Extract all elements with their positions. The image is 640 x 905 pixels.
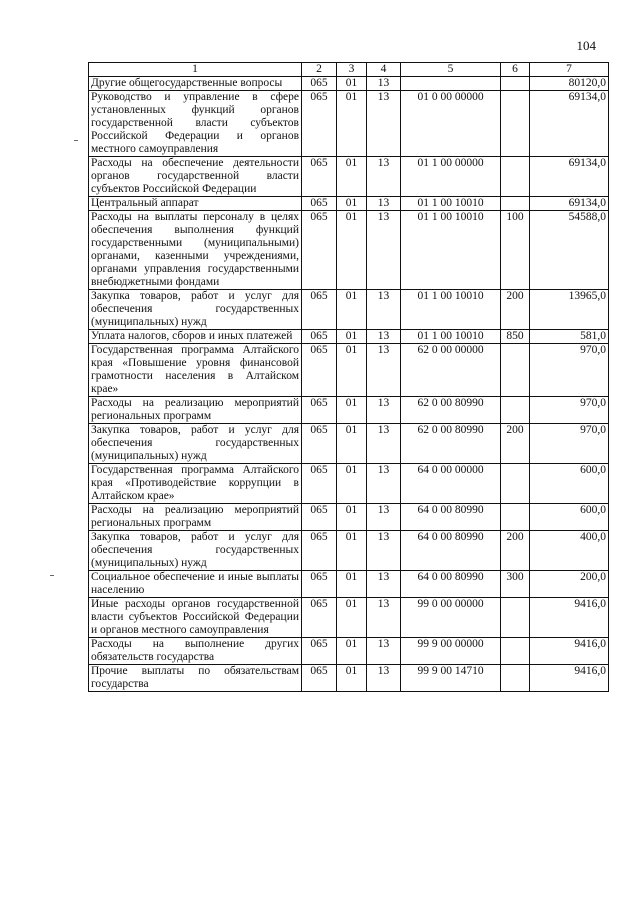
row-cell-c4: 13 xyxy=(367,91,401,157)
row-cell-c7: 970,0 xyxy=(530,397,609,424)
table-row xyxy=(89,598,609,638)
row-cell-c2: 065 xyxy=(302,344,337,397)
row-cell-c7: 54588,0 xyxy=(530,211,609,290)
row-cell-c3: 01 xyxy=(337,397,367,424)
row-cell-c2: 065 xyxy=(302,571,337,598)
row-cell-c3: 01 xyxy=(337,91,367,157)
row-cell-c3: 01 xyxy=(337,290,367,330)
row-cell-c4: 13 xyxy=(367,598,401,638)
header-col-7: 7 xyxy=(530,63,609,77)
row-cell-c4: 13 xyxy=(367,571,401,598)
row-cell-c4: 13 xyxy=(367,290,401,330)
row-cell-c6 xyxy=(501,397,530,424)
row-cell-c2: 065 xyxy=(302,77,337,91)
table-row xyxy=(89,330,609,344)
row-name-cell: Прочие выплаты по обязательствам государства xyxy=(89,665,302,692)
row-cell-c5: 62 0 00 00000 xyxy=(401,344,501,397)
row-cell-c3: 01 xyxy=(337,211,367,290)
table-row xyxy=(89,638,609,665)
row-cell-c6: 200 xyxy=(501,424,530,464)
row-cell-c7: 69134,0 xyxy=(530,91,609,157)
row-cell-c3: 01 xyxy=(337,344,367,397)
row-cell-c5: 01 1 00 10010 xyxy=(401,330,501,344)
row-cell-c2: 065 xyxy=(302,424,337,464)
row-cell-c3: 01 xyxy=(337,598,367,638)
row-name-cell: Расходы на выполнение других обязательств государства xyxy=(89,638,302,665)
row-cell-c2: 065 xyxy=(302,638,337,665)
row-cell-c6 xyxy=(501,598,530,638)
header-col-1: 1 xyxy=(89,63,302,77)
row-name-cell: Уплата налогов, сборов и иных платежей xyxy=(89,330,302,344)
table-row xyxy=(89,665,609,692)
row-cell-c6 xyxy=(501,77,530,91)
row-cell-c2: 065 xyxy=(302,211,337,290)
row-cell-c5: 01 1 00 00000 xyxy=(401,157,501,197)
row-cell-c5: 99 9 00 00000 xyxy=(401,638,501,665)
header-col-3: 3 xyxy=(337,63,367,77)
row-cell-c6 xyxy=(501,665,530,692)
row-cell-c2: 065 xyxy=(302,91,337,157)
row-name-cell: Расходы на выплаты персоналу в целях обеспечения выполнения функций государственными (муниципальными) органами, казенными учреждениями, органами управления государственными внебюджетными фондами xyxy=(89,211,302,290)
row-cell-c3: 01 xyxy=(337,665,367,692)
row-cell-c3: 01 xyxy=(337,571,367,598)
row-cell-c2: 065 xyxy=(302,504,337,531)
table-header-row xyxy=(89,63,609,77)
row-name-cell: Государственная программа Алтайского края «Противодействие коррупции в Алтайском крае» xyxy=(89,464,302,504)
header-col-6: 6 xyxy=(501,63,530,77)
row-cell-c3: 01 xyxy=(337,157,367,197)
row-cell-c3: 01 xyxy=(337,638,367,665)
row-cell-c4: 13 xyxy=(367,638,401,665)
row-cell-c5: 01 1 00 10010 xyxy=(401,290,501,330)
row-cell-c6 xyxy=(501,197,530,211)
row-name-cell: Закупка товаров, работ и услуг для обеспечения государственных (муниципальных) нужд xyxy=(89,531,302,571)
page-number: 104 xyxy=(576,38,596,53)
row-cell-c7: 69134,0 xyxy=(530,157,609,197)
row-cell-c3: 01 xyxy=(337,531,367,571)
row-cell-c5: 62 0 00 80990 xyxy=(401,397,501,424)
row-cell-c6: 850 xyxy=(501,330,530,344)
table-row xyxy=(89,77,609,91)
row-cell-c2: 065 xyxy=(302,531,337,571)
table-row xyxy=(89,91,609,157)
table-row xyxy=(89,571,609,598)
row-cell-c6 xyxy=(501,638,530,665)
row-cell-c2: 065 xyxy=(302,598,337,638)
row-cell-c6 xyxy=(501,464,530,504)
row-cell-c5: 01 0 00 00000 xyxy=(401,91,501,157)
row-cell-c4: 13 xyxy=(367,197,401,211)
table-row xyxy=(89,397,609,424)
table-row xyxy=(89,464,609,504)
table-row xyxy=(89,211,609,290)
row-cell-c2: 065 xyxy=(302,290,337,330)
row-cell-c3: 01 xyxy=(337,504,367,531)
row-cell-c5: 64 0 00 80990 xyxy=(401,504,501,531)
row-cell-c5: 64 0 00 80990 xyxy=(401,531,501,571)
row-cell-c2: 065 xyxy=(302,330,337,344)
table-row xyxy=(89,424,609,464)
row-cell-c4: 13 xyxy=(367,77,401,91)
header-col-4: 4 xyxy=(367,63,401,77)
row-cell-c3: 01 xyxy=(337,424,367,464)
row-cell-c4: 13 xyxy=(367,504,401,531)
row-name-cell: Другие общегосударственные вопросы xyxy=(89,77,302,91)
row-name-cell: Центральный аппарат xyxy=(89,197,302,211)
row-cell-c5: 62 0 00 80990 xyxy=(401,424,501,464)
row-cell-c7: 581,0 xyxy=(530,330,609,344)
row-cell-c2: 065 xyxy=(302,197,337,211)
table-row xyxy=(89,344,609,397)
row-name-cell: Руководство и управление в сфере установленных функций органов государственной власти субъектов Российской Федерации и органов местного самоуправления xyxy=(89,91,302,157)
row-name-cell: Расходы на обеспечение деятельности органов государственной власти субъектов Российской Федерации xyxy=(89,157,302,197)
row-cell-c4: 13 xyxy=(367,157,401,197)
row-name-cell: Социальное обеспечение и иные выплаты населению xyxy=(89,571,302,598)
row-cell-c4: 13 xyxy=(367,665,401,692)
table-row xyxy=(89,290,609,330)
row-cell-c6: 100 xyxy=(501,211,530,290)
row-name-cell: Государственная программа Алтайского края «Повышение уровня финансовой грамотности населения в Алтайском крае» xyxy=(89,344,302,397)
table-row xyxy=(89,504,609,531)
row-cell-c2: 065 xyxy=(302,157,337,197)
row-cell-c4: 13 xyxy=(367,531,401,571)
row-cell-c7: 80120,0 xyxy=(530,77,609,91)
row-cell-c3: 01 xyxy=(337,464,367,504)
row-cell-c6: 300 xyxy=(501,571,530,598)
row-cell-c2: 065 xyxy=(302,464,337,504)
row-cell-c7: 9416,0 xyxy=(530,598,609,638)
row-name-cell: Расходы на реализацию мероприятий региональных программ xyxy=(89,397,302,424)
row-cell-c7: 970,0 xyxy=(530,424,609,464)
row-cell-c5: 01 1 00 10010 xyxy=(401,197,501,211)
row-cell-c5: 01 1 00 10010 xyxy=(401,211,501,290)
row-cell-c6: 200 xyxy=(501,531,530,571)
header-col-2: 2 xyxy=(302,63,337,77)
row-cell-c6: 200 xyxy=(501,290,530,330)
row-cell-c4: 13 xyxy=(367,397,401,424)
header-col-5: 5 xyxy=(401,63,501,77)
table-row xyxy=(89,157,609,197)
row-cell-c5: 99 9 00 14710 xyxy=(401,665,501,692)
row-cell-c2: 065 xyxy=(302,665,337,692)
budget-table xyxy=(88,62,609,692)
row-name-cell: Расходы на реализацию мероприятий региональных программ xyxy=(89,504,302,531)
row-cell-c4: 13 xyxy=(367,211,401,290)
row-cell-c7: 200,0 xyxy=(530,571,609,598)
row-cell-c4: 13 xyxy=(367,344,401,397)
row-cell-c5: 99 0 00 00000 xyxy=(401,598,501,638)
row-cell-c7: 400,0 xyxy=(530,531,609,571)
row-cell-c5: 64 0 00 80990 xyxy=(401,571,501,598)
row-cell-c7: 970,0 xyxy=(530,344,609,397)
row-cell-c7: 9416,0 xyxy=(530,665,609,692)
row-cell-c3: 01 xyxy=(337,197,367,211)
row-cell-c7: 600,0 xyxy=(530,464,609,504)
row-cell-c4: 13 xyxy=(367,464,401,504)
row-cell-c6 xyxy=(501,504,530,531)
row-cell-c3: 01 xyxy=(337,77,367,91)
table-row xyxy=(89,531,609,571)
row-name-cell: Иные расходы органов государственной власти субъектов Российской Федерации и органов местного самоуправления xyxy=(89,598,302,638)
table-row xyxy=(89,197,609,211)
row-cell-c7: 600,0 xyxy=(530,504,609,531)
scan-mark xyxy=(50,575,54,576)
row-name-cell: Закупка товаров, работ и услуг для обеспечения государственных (муниципальных) нужд xyxy=(89,290,302,330)
row-cell-c5 xyxy=(401,77,501,91)
row-cell-c7: 13965,0 xyxy=(530,290,609,330)
row-cell-c4: 13 xyxy=(367,424,401,464)
row-cell-c2: 065 xyxy=(302,397,337,424)
row-cell-c3: 01 xyxy=(337,330,367,344)
row-cell-c6 xyxy=(501,157,530,197)
row-cell-c5: 64 0 00 00000 xyxy=(401,464,501,504)
scan-mark xyxy=(74,140,78,141)
row-name-cell: Закупка товаров, работ и услуг для обеспечения государственных (муниципальных) нужд xyxy=(89,424,302,464)
row-cell-c7: 9416,0 xyxy=(530,638,609,665)
row-cell-c4: 13 xyxy=(367,330,401,344)
row-cell-c6 xyxy=(501,91,530,157)
row-cell-c7: 69134,0 xyxy=(530,197,609,211)
row-cell-c6 xyxy=(501,344,530,397)
